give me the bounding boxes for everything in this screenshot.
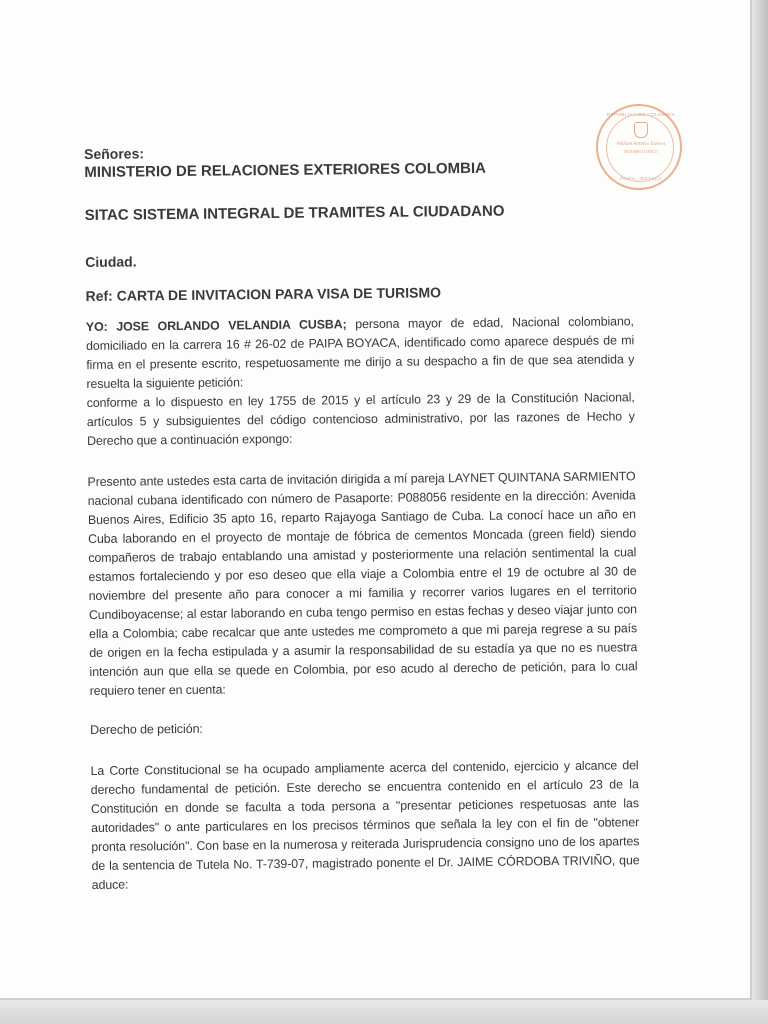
author-name: YO: JOSE ORLANDO VELANDIA CUSBA; [85, 317, 347, 334]
scan-edge-right [752, 0, 768, 1024]
scan-edge-bottom [0, 1000, 768, 1024]
petition-heading: Derecho de petición: [90, 721, 203, 737]
city-line: Ciudad. [85, 253, 137, 270]
seal-title: NOTARIO UNICO [624, 149, 658, 154]
greeting: Señores: [84, 145, 145, 162]
petition-paragraph: La Corte Constitucional se ha ocupado ampliamente acerca del contenido, ejercicio y alcance del derecho fundamental de petición. Este derecho se encuentra contenido en el artículo 23 de la Constitución en donde se faculta a toda persona a "presentar peticiones respetuosas ante las autoridades" o ante particulares en los precisos términos que señala la ley con el fin de "obtener pronta resolución". Con base en la numerosa y reiterada Jurisprudencia consigno uno de los apartes de la sentencia de Tutela No. T-739-07, magistrado ponente el Dr. JAIME CÓRDOBA TRIVIÑO, que aduce: [90, 758, 640, 892]
system-name: SITAC SISTEMA INTEGRAL DE TRAMITES AL CIUDADANO [84, 202, 505, 224]
invitation-paragraph: Presento ante ustedes esta carta de invitación dirigida a mí pareja LAYNET QUINTANA SARMIENTO nacional cubana identificado con número de Pasaporte: P088056 residente en la dirección: Avenida Buenos Aires, Edificio 35 apto 16, reparto Rajayoga Santiago de Cuba. La conocí hace un año en Cuba laborando en el proyecto de montaje de fóbrica de cementos Moncada (green field) siendo compañeros de trabajo entablando una amistad y posteriormente una relación sentimental la cual estamos fortaleciendo y por eso deseo que ella viaje a Colombia entre el 19 de octubre al 30 de noviembre del presente año para conocer a mi familia y recorrer varios lugares en el territorio Cundiboyacense; al estar laborando en cuba tengo permiso en estas fechas y deseo viajar junto con ella a Colombia; cabe recalcar que ante ustedes me comprometo a que mi pareja regrese a su país de origen en la fecha estipulada y a asumir la responsabilidad de su estadía ya que no es nuestra intención aun que ella se quede en Colombia, por eso acudo al derecho de petición, para lo cual requiero tener en cuenta: [87, 469, 638, 698]
seal-emblem-icon [634, 122, 648, 138]
seal-top-text: REPUBLICA DE COLOMBIA [606, 112, 676, 117]
seal-name: William Antonio Esteves [616, 142, 666, 147]
seal-bottom-text: PAIPA · BOYACA [620, 176, 662, 181]
intro-text: persona mayor de edad, Nacional colombiano, domiciliado en la carrera 16 # 26-02 de PAIPA BOYACA, identificado como aparece después de mi firma en el presente escrito, respetuosamente me dirijo a su despacho a fin de que sea atendida y resuelta la siguiente petición: [86, 314, 635, 391]
letter-body [84, 140, 640, 895]
reference-line: Ref: CARTA DE INVITACION PARA VISA DE TURISMO [85, 284, 442, 304]
legal-basis: conforme a lo dispuesto en ley 1755 de 2015 y el artículo 23 y 29 de la Constitución Nacional, artículos 5 y subsiguientes del código contencioso administrativo, por las razones de Hecho y Derecho que a continuación expongo: [86, 390, 635, 448]
addressee: MINISTERIO DE RELACIONES EXTERIORES COLOMBIA [84, 159, 487, 181]
intro-paragraph [86, 312, 635, 451]
